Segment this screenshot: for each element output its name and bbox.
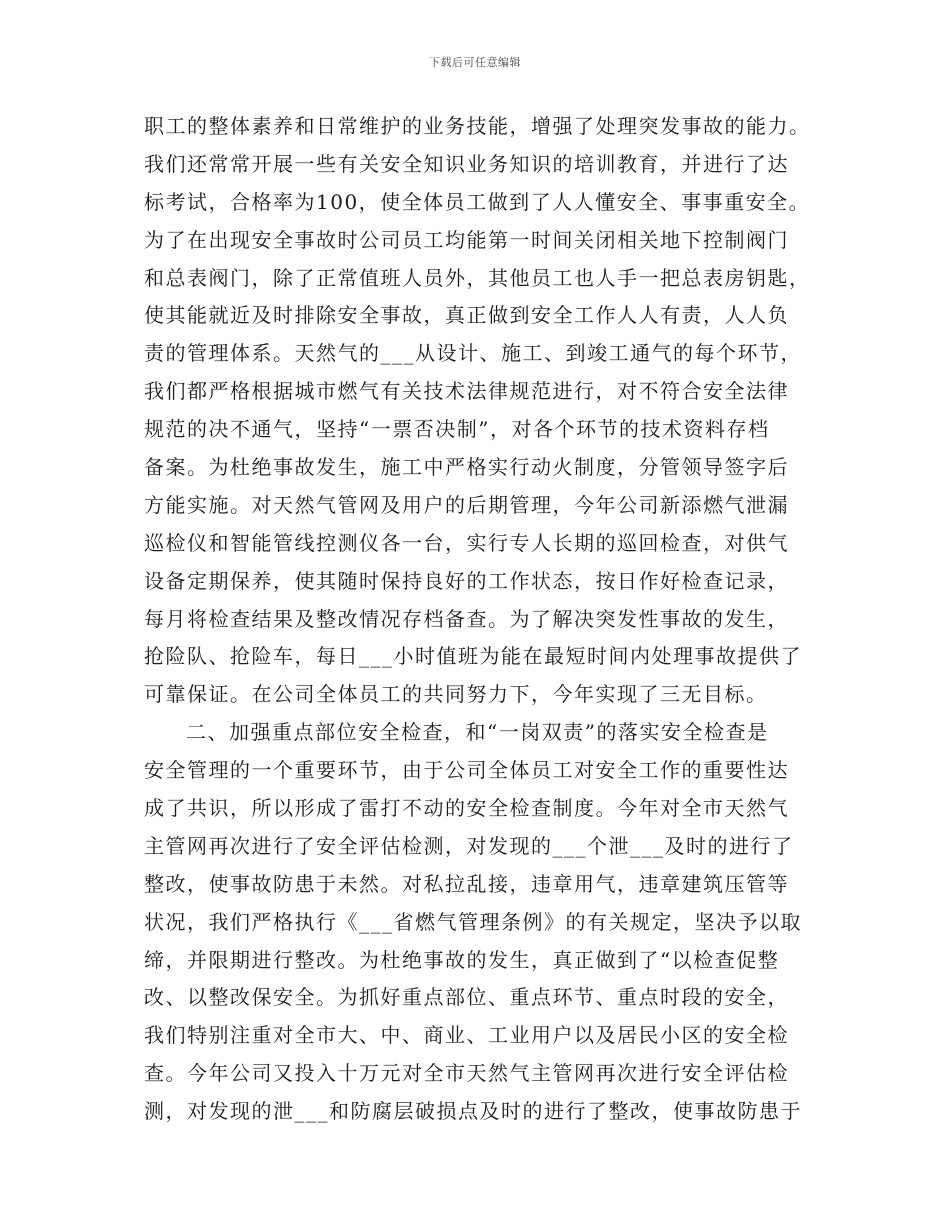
text-line: 我们都严格根据城市燃气有关技术法律规范进行，对不符合安全法律 [144,379,789,404]
text-line: 责的管理体系。天然气的___从设计、施工、到竣工通气的每个环节， [144,341,802,366]
text-line: 方能实施。对天然气管网及用户的后期管理，今年公司新添燃气泄漏 [144,492,789,517]
text-line: 备案。为杜绝事故发生，施工中严格实行动火制度，分管领导签字后 [144,455,789,480]
text-line: 巡检仪和智能管线控测仪各一台，实行专人长期的巡回检查，对供气 [144,530,789,555]
text-line: 测，对发现的泄___和防腐层破损点及时的进行了整改，使事故防患于 [144,1099,802,1124]
text-line: 缔，并限期进行整改。为杜绝事故的发生，真正做到了“以检查促整 [144,947,780,972]
text-line: 职工的整体素养和日常维护的业务技能，增强了处理突发事故的能力。 [144,114,811,138]
text-line: 安全管理的一个重要环节，由于公司全体员工对安全工作的重要性达 [144,758,789,783]
text-line: 和总表阀门，除了正常值班人员外，其他员工也人手一把总表房钥匙， [144,265,811,290]
body-text [144,108,824,1131]
text-line: 为了在出现安全事故时公司员工均能第一时间关闭相关地下控制阀门 [144,227,789,252]
text-line: 成了共识，所以形成了雷打不动的安全检查制度。今年对全市天然气 [144,796,789,821]
text-line: 查。今年公司又投入十万元对全市天然气主管网再次进行安全评估检 [144,1061,789,1086]
text-line: 使其能就近及时排除安全事故，真正做到安全工作人人有责，人人负 [144,303,789,328]
page-header: 下载后可任意编辑 [429,56,521,69]
text-line: 状况，我们严格执行《___省燃气管理条例》的有关规定，坚决予以取 [144,909,802,934]
text-line: 设备定期保养，使其随时保持良好的工作状态，按日作好检查记录， [144,568,789,593]
text-line: 规范的决不通气，坚持“一票否决制”，对各个环节的技术资料存档 [144,417,770,442]
text-line: 可靠保证。在公司全体员工的共同努力下，今年实现了三无目标。 [144,682,768,707]
text-line: 主管网再次进行了安全评估检测，对发现的___个泄___及时的进行了 [144,833,794,858]
paragraph-start-line: 二、加强重点部位安全检查，和“一岗双责”的落实安全检查是 [186,720,769,745]
text-line: 整改，使事故防患于未然。对私拉乱接，违章用气，违章建筑压管等 [144,871,789,896]
text-line: 标考试，合格率为100，使全体员工做到了人人懂安全、事事重安全。 [144,189,811,214]
text-line: 改、以整改保安全。为抓好重点部位、重点环节、重点时段的安全， [144,985,789,1010]
text-line: 我们还常常开展一些有关安全知识业务知识的培训教育，并进行了达 [144,151,789,176]
text-line: 我们特别注重对全市大、中、商业、工业用户以及居民小区的安全检 [144,1023,789,1048]
text-line: 每月将检查结果及整改情况存档备查。为了解决突发性事故的发生， [144,606,789,631]
text-line: 抢险队、抢险车，每日___小时值班为能在最短时间内处理事故提供了 [144,644,802,669]
